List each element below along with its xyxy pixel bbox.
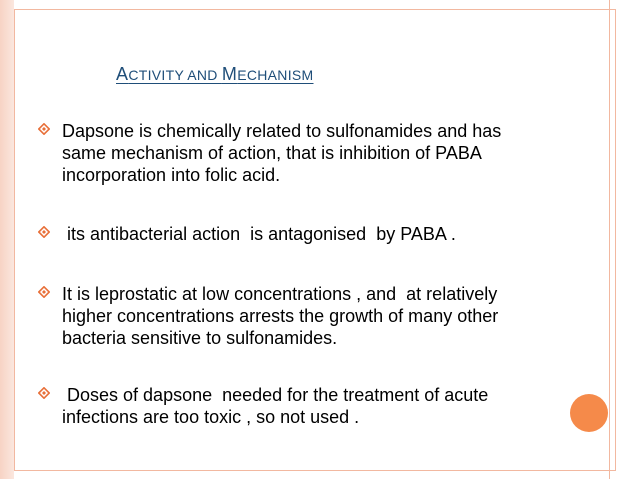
accent-circle — [570, 394, 608, 432]
bullet-text: Dapsone is chemically related to sulfonamides and has same mechanism of action, that is inhibition of PABA incorporation into folic acid. — [62, 121, 502, 185]
title-first-letter: A — [116, 64, 129, 84]
title-m: M — [221, 64, 238, 84]
title-part2: ECHANISM — [237, 67, 314, 83]
hollow-diamond-icon — [38, 387, 50, 399]
hollow-diamond-icon — [38, 286, 50, 298]
hollow-diamond-icon — [38, 226, 50, 238]
bullet-text: Doses of dapsone needed for the treatment of acute infections are too toxic , so not used . — [62, 385, 489, 427]
bullet-text: It is leprostatic at low concentrations , and at relatively higher concentrations arrests the growth of many other bacteria sensitive to sulfonamides. — [62, 284, 499, 348]
frame-right-line — [609, 0, 610, 479]
slide-title — [116, 64, 314, 85]
hollow-diamond-icon — [38, 123, 50, 135]
title-part1: CTIVITY AND — [128, 67, 222, 83]
left-decorative-bar — [0, 0, 14, 479]
bullet-text: its antibacterial action is antagonised by PABA . — [62, 224, 456, 244]
